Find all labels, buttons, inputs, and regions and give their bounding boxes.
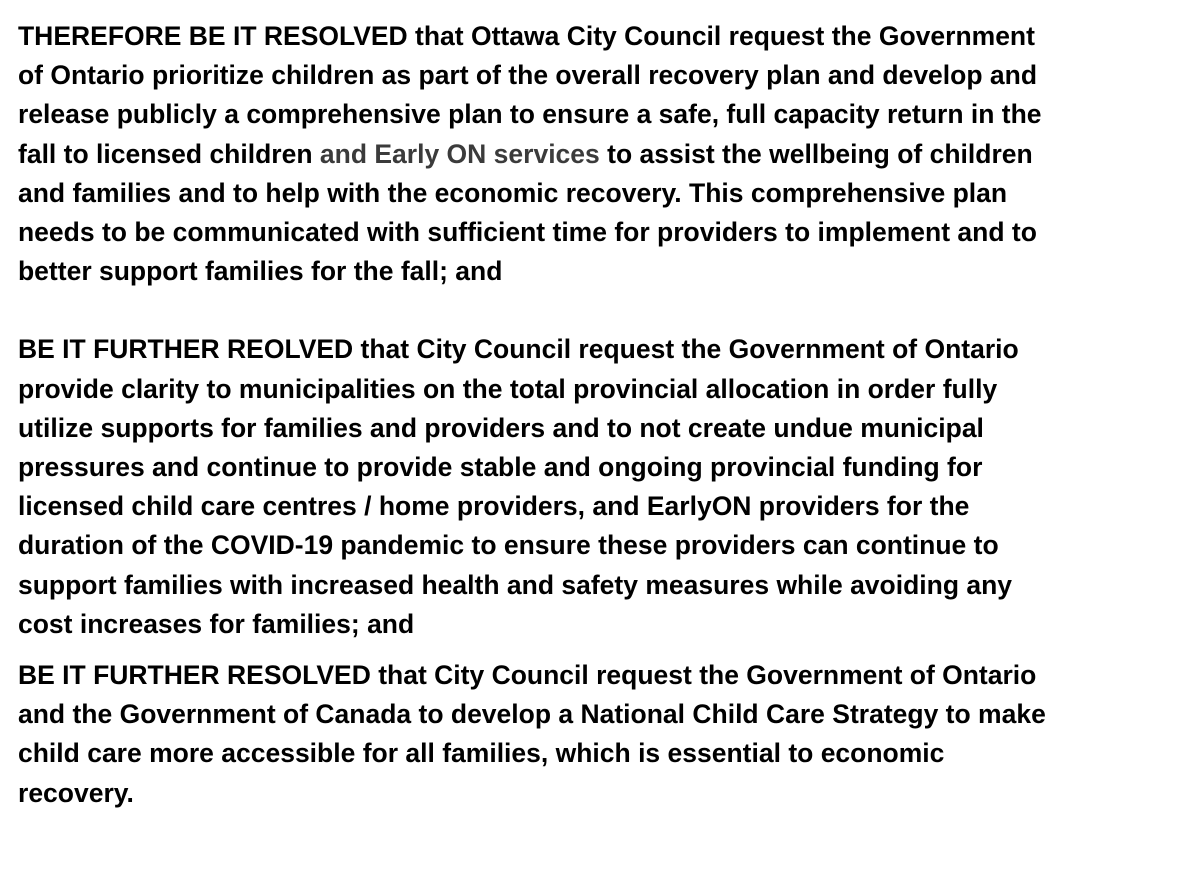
text-line: utilize supports for families and providers and to not create undue municipal (18, 412, 984, 443)
resolution-paragraph-3 (18, 656, 1188, 813)
resolution-paragraph-2 (18, 330, 1188, 644)
text-line-with-highlight (18, 135, 1188, 174)
text-line: provide clarity to municipalities on the total provincial allocation in order fully (18, 373, 998, 404)
text-line: needs to be communicated with sufficient time for providers to implement and to (18, 217, 1037, 248)
text-segment: to assist the wellbeing of children (599, 138, 1033, 169)
text-line: THEREFORE BE IT RESOLVED that Ottawa City Council request the Government (18, 21, 1035, 51)
text-line: release publicly a comprehensive plan to ensure a safe, full capacity return in the (18, 99, 1042, 130)
text-line: licensed child care centres / home providers, and EarlyON providers for the (18, 491, 970, 522)
resolution-paragraph-1 (18, 17, 1188, 291)
text-segment: fall to licensed children (18, 138, 320, 169)
text-line: cost increases for families; and (18, 608, 415, 639)
resolution-document (18, 17, 1188, 813)
text-line: child care more accessible for all families, which is essential to economic (18, 738, 945, 769)
text-line: BE IT FURTHER RESOLVED that City Council request the Government of Ontario (18, 660, 1037, 691)
highlighted-phrase: and Early ON services (319, 138, 600, 169)
text-line: recovery. (18, 777, 134, 808)
text-line: duration of the COVID-19 pandemic to ensure these providers can continue to (18, 530, 999, 561)
text-line: of Ontario prioritize children as part of the overall recovery plan and develop and (18, 60, 1038, 91)
text-line: pressures and continue to provide stable and ongoing provincial funding for (18, 452, 983, 483)
text-line: and the Government of Canada to develop a National Child Care Strategy to make (18, 699, 1046, 730)
text-line: better support families for the fall; and (18, 256, 503, 287)
text-line: support families with increased health and safety measures while avoiding any (18, 569, 1013, 600)
text-line: and families and to help with the economic recovery. This comprehensive plan (18, 177, 1008, 208)
text-line: BE IT FURTHER REOLVED that City Council request the Government of Ontario (18, 334, 1019, 365)
